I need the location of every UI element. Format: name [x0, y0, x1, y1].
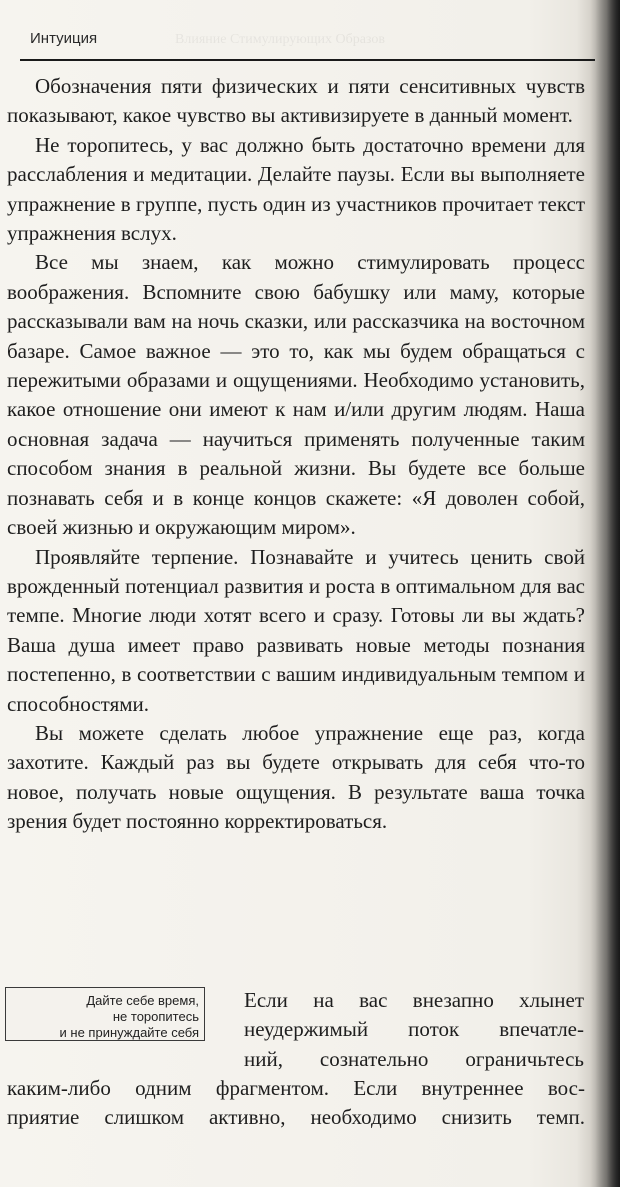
paragraph: Вы можете сделать любое упражнение еще раз, когда захотите. Каждый раз вы будете открывать для себя что-то новое, получать новые ощущения. В результате ваша точка зрения будет постоянно корректироваться. [7, 720, 585, 834]
margin-note-line: Дайте себе время, [86, 993, 199, 1008]
margin-note-box [5, 987, 205, 1041]
paragraph: Все мы знаем, как можно стимулировать процесс воображения. Вспомните свою бабушку или маму, которые рассказывали вам на ночь сказки, или рассказчика на восточном базаре. Самое важное — это то, как мы будем обращаться с пережитыми образами и ощущениями. Необходимо установить, какое отношение они имеют к нам и/или другим людям. Наша основная задача — научиться применять полученные таким способом знания в реальной жизни. Вы будете все больше познавать себя и в конце концов скажете: «Я доволен собой, своей жизнью и окружающим миром». [7, 250, 585, 540]
binding-shadow [590, 0, 620, 1187]
text-line: неудержимый поток впечатле- [244, 1017, 584, 1042]
body-text [7, 72, 585, 837]
text-line: ний, сознательно ограничьтесь [244, 1046, 584, 1071]
paragraph: Проявляйте терпение. Познавайте и учитесь ценить свой врожденный потенциал развития и роста в оптимальном для вас темпе. Многие люди хотят всего и сразу. Готовы ли вы ждать? Ваша душа имеет право развивать новые методы познания постепенно, в соответствии с вашим индивидуальным темпом и способностями. [7, 544, 585, 716]
paragraph: Не торопитесь, у вас должно быть достаточно времени для расслабления и медитации. Делайте паузы. Если вы выполняете упражнение в группе, пусть один из участников прочитает текст упражнения вслух. [7, 132, 585, 246]
margin-note-line: не торопитесь [112, 1009, 199, 1024]
header-rule [20, 59, 595, 61]
running-header: Интуиция [30, 30, 98, 47]
bleed-through-text: Влияние Стимулирующих Образов [175, 32, 385, 47]
text-line: каким-либо одним фрагментом. Если внутреннее вос- [7, 1076, 585, 1100]
wrapped-text-block [244, 986, 584, 1074]
text-line: приятие слишком активно, необходимо снизить темп. [7, 1105, 585, 1130]
paragraph: Обозначения пяти физических и пяти сенситивных чувств показывают, какое чувство вы активизируете в данный момент. [7, 74, 585, 128]
full-width-text-block [7, 1074, 585, 1133]
text-line: Если на вас внезапно хлынет [244, 988, 584, 1012]
margin-note-line: и не принуждайте себя [59, 1025, 199, 1040]
